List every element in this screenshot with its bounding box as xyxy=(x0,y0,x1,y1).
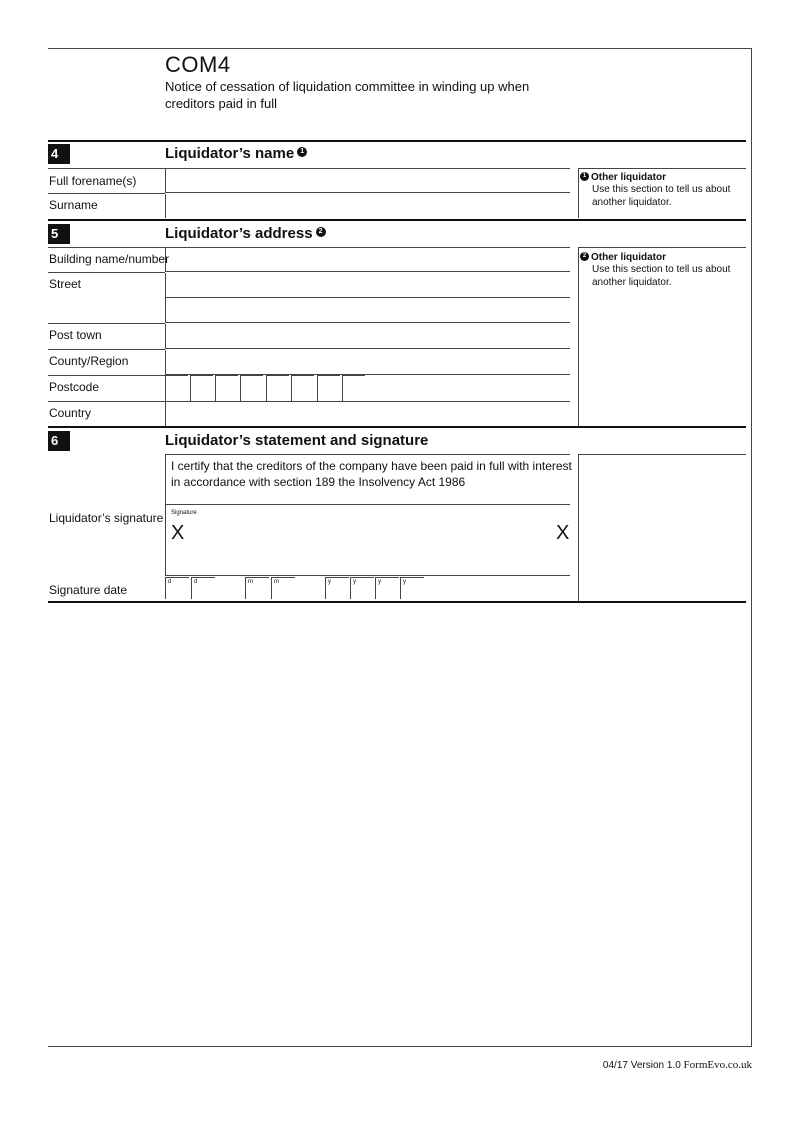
date-day-cell[interactable]: d xyxy=(191,577,215,599)
sign-here-right-icon: X xyxy=(556,522,570,544)
section5-title: Liquidator’s address 2 xyxy=(165,225,326,242)
footer-brand: FormEvo.co.uk xyxy=(683,1059,752,1071)
section6-panel-top xyxy=(578,454,746,455)
note-marker-icon: 1 xyxy=(297,147,307,157)
post-town-label: Post town xyxy=(49,328,102,342)
statement-left xyxy=(165,454,166,504)
section6-bottom-rule xyxy=(48,601,746,603)
top-rule xyxy=(48,48,752,49)
signature-label: Liquidator’s signature xyxy=(49,511,164,525)
post-town-underline xyxy=(48,349,165,350)
bottom-rule xyxy=(48,1046,752,1047)
date-month-cell[interactable]: m xyxy=(271,577,295,599)
section4-rule xyxy=(48,140,746,142)
street-underline xyxy=(48,323,165,324)
postcode-cell[interactable] xyxy=(342,375,365,402)
building-field[interactable] xyxy=(165,248,570,272)
form-title-line1: Notice of cessation of liquidation committee in winding up when xyxy=(165,79,530,94)
signature-caption: Signature xyxy=(171,510,197,516)
section6-title: Liquidator’s statement and signature xyxy=(165,432,429,449)
note1-divider xyxy=(578,168,579,218)
note2-divider xyxy=(578,247,579,426)
country-field[interactable] xyxy=(165,402,570,426)
postcode-cell[interactable] xyxy=(240,375,263,402)
postcode-cell[interactable] xyxy=(266,375,289,402)
section5-rule xyxy=(48,219,746,221)
county-label: County/Region xyxy=(49,354,129,368)
note2-marker-icon: 2 xyxy=(580,252,589,261)
note-marker-icon: 2 xyxy=(316,227,326,237)
note1-rule xyxy=(578,168,746,169)
note1: 1 Other liquidator Use this section to tell us about another liquidator. xyxy=(580,172,730,209)
date-year-cell[interactable]: y xyxy=(375,577,399,599)
postcode-cell[interactable] xyxy=(291,375,314,402)
statement-top xyxy=(165,454,570,455)
surname-field[interactable] xyxy=(165,194,570,218)
street-field[interactable] xyxy=(165,273,570,298)
date-year-cell[interactable]: y xyxy=(400,577,424,599)
date-year-cell[interactable]: y xyxy=(350,577,374,599)
forenames-underline xyxy=(48,193,165,194)
building-underline xyxy=(48,272,165,273)
postcode-cell[interactable] xyxy=(190,375,213,402)
form-code: COM4 xyxy=(165,52,231,77)
street-label: Street xyxy=(49,277,82,291)
post-town-field[interactable] xyxy=(165,324,570,349)
note1-marker-icon: 1 xyxy=(580,172,589,181)
statement-line1: I certify that the creditors of the company have been paid in full with interest xyxy=(171,459,572,473)
county-field[interactable] xyxy=(165,350,570,375)
footer-version: 04/17 Version 1.0 FormEvo.co.uk xyxy=(602,1059,752,1071)
date-day-cell[interactable]: d xyxy=(165,577,189,599)
date-year-cell[interactable]: y xyxy=(325,577,349,599)
section4-title: Liquidator’s name 1 xyxy=(165,145,307,162)
right-frame xyxy=(751,48,752,1047)
section4-number: 4 xyxy=(48,144,70,164)
forenames-label: Full forename(s) xyxy=(49,174,137,188)
postcode-cell[interactable] xyxy=(165,375,188,402)
postcode-label: Postcode xyxy=(49,380,100,394)
section6-rule xyxy=(48,426,746,428)
building-label: Building name/number xyxy=(49,252,170,266)
section6-number: 6 xyxy=(48,431,70,451)
surname-label: Surname xyxy=(49,198,98,212)
signature-box[interactable] xyxy=(165,505,570,576)
forenames-field[interactable] xyxy=(165,169,570,193)
note2-rule xyxy=(578,247,746,248)
date-label: Signature date xyxy=(49,583,128,597)
county-underline xyxy=(48,375,165,376)
section5-number: 5 xyxy=(48,224,70,244)
country-label: Country xyxy=(49,406,92,420)
postcode-cell[interactable] xyxy=(317,375,340,402)
note2: 2 Other liquidator Use this section to tell us about another liquidator. xyxy=(580,252,730,289)
sign-here-left-icon: X xyxy=(171,522,185,544)
street-line2-field[interactable] xyxy=(165,298,570,323)
postcode-cell[interactable] xyxy=(215,375,238,402)
section6-panel-divider xyxy=(578,454,579,601)
statement-line2: in accordance with section 189 the Insolvency Act 1986 xyxy=(171,475,466,489)
date-month-cell[interactable]: m xyxy=(245,577,269,599)
form-title-line2: creditors paid in full xyxy=(165,96,277,111)
